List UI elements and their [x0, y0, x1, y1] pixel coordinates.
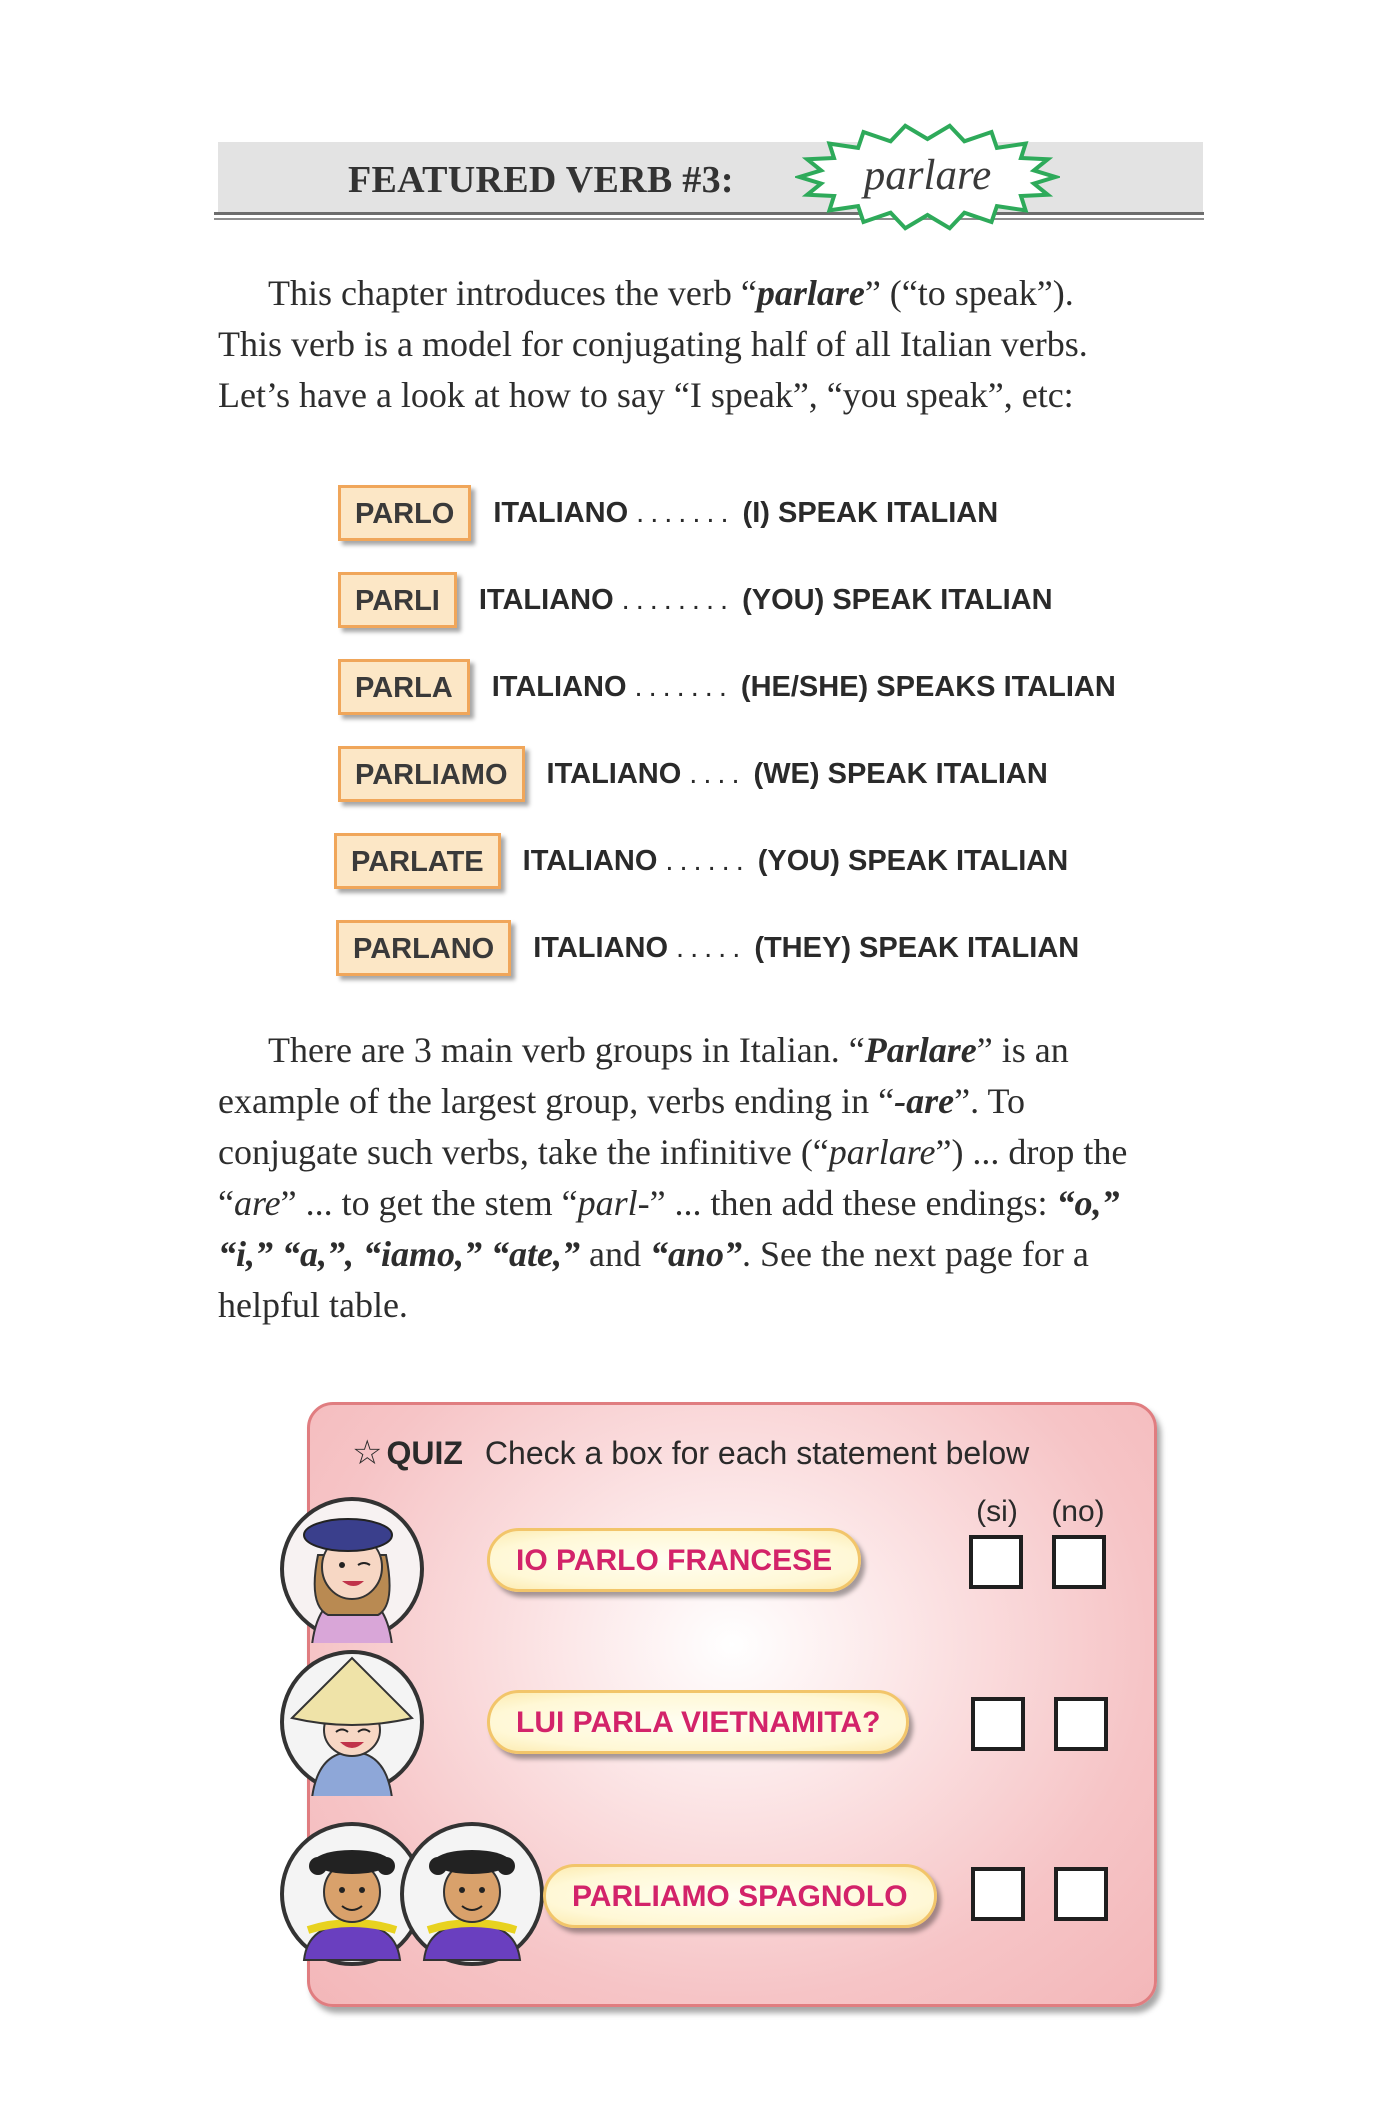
si-checkbox[interactable]	[969, 1535, 1023, 1589]
intro-line-1: This chapter introduces the verb “parlare” (“to speak”).	[268, 273, 1074, 313]
si-checkbox[interactable]	[971, 1867, 1025, 1921]
conjugation-row: PARLA ITALIANO ....... (HE/SHE) SPEAKS ITALIAN	[338, 659, 1116, 715]
intro-line-2: This verb is a model for conjugating half of all Italian verbs.	[218, 324, 1088, 364]
conjugation-row: PARLI ITALIANO ........ (YOU) SPEAK ITALIAN	[338, 572, 1053, 628]
no-checkbox[interactable]	[1054, 1697, 1108, 1751]
spanish-twin-icon	[398, 1820, 546, 1968]
yes-column-label: (si)	[976, 1495, 1018, 1528]
vietnamese-boy-icon	[278, 1648, 426, 1796]
verb-form-box: PARLATE	[334, 833, 501, 889]
intro-line-3: Let’s have a look at how to say “I speak”, “you speak”, etc:	[218, 375, 1074, 415]
verb-form-box: PARLANO	[336, 920, 511, 976]
body-line-5: “i,” “a,”, “iamo,” “ate,” and “ano”. See the next page for a	[218, 1234, 1089, 1274]
conjugation-row: PARLO ITALIANO ....... (I) SPEAK ITALIAN	[338, 485, 998, 541]
explanation-paragraph	[218, 1025, 1208, 1331]
verb-form-box: PARLI	[338, 572, 457, 628]
quiz-statement: LUI PARLA VIETNAMITA?	[487, 1690, 909, 1754]
quiz-statement: PARLIAMO SPAGNOLO	[543, 1864, 937, 1928]
si-checkbox[interactable]	[971, 1697, 1025, 1751]
no-column-label: (no)	[1051, 1495, 1105, 1528]
body-line-1: There are 3 main verb groups in Italian. “Parlare” is an	[268, 1030, 1069, 1070]
verb-form-box: PARLA	[338, 659, 470, 715]
french-girl-icon	[278, 1495, 426, 1643]
no-checkbox[interactable]	[1054, 1867, 1108, 1921]
body-line-3: conjugate such verbs, take the infinitive (“parlare”) ... drop the	[218, 1132, 1128, 1172]
body-line-4: “are” ... to get the stem “parl-” ... then add these endings: “o,”	[218, 1183, 1120, 1223]
star-icon: ☆	[352, 1434, 383, 1472]
featured-verb: parlare	[863, 152, 992, 199]
verb-form-box: PARLIAMO	[338, 746, 525, 802]
featured-verb-title: FEATURED VERB #3:	[348, 159, 734, 201]
conjugation-row: PARLATE ITALIANO ...... (YOU) SPEAK ITALIAN	[334, 833, 1068, 889]
body-line-6: helpful table.	[218, 1285, 408, 1325]
quiz-header	[352, 1428, 1029, 1478]
quiz-statement: IO PARLO FRANCESE	[487, 1528, 861, 1592]
conjugation-row: PARLIAMO ITALIANO .... (WE) SPEAK ITALIAN	[338, 746, 1048, 802]
intro-paragraph	[218, 268, 1208, 421]
body-line-2: example of the largest group, verbs ending in “-are”. To	[218, 1081, 1025, 1121]
quiz-instruction: Check a box for each statement below	[484, 1435, 1030, 1471]
conjugation-row: PARLANO ITALIANO ..... (THEY) SPEAK ITALIAN	[336, 920, 1079, 976]
quiz-label: QUIZ	[386, 1435, 463, 1471]
verb-form-box: PARLO	[338, 485, 471, 541]
no-checkbox[interactable]	[1052, 1535, 1106, 1589]
